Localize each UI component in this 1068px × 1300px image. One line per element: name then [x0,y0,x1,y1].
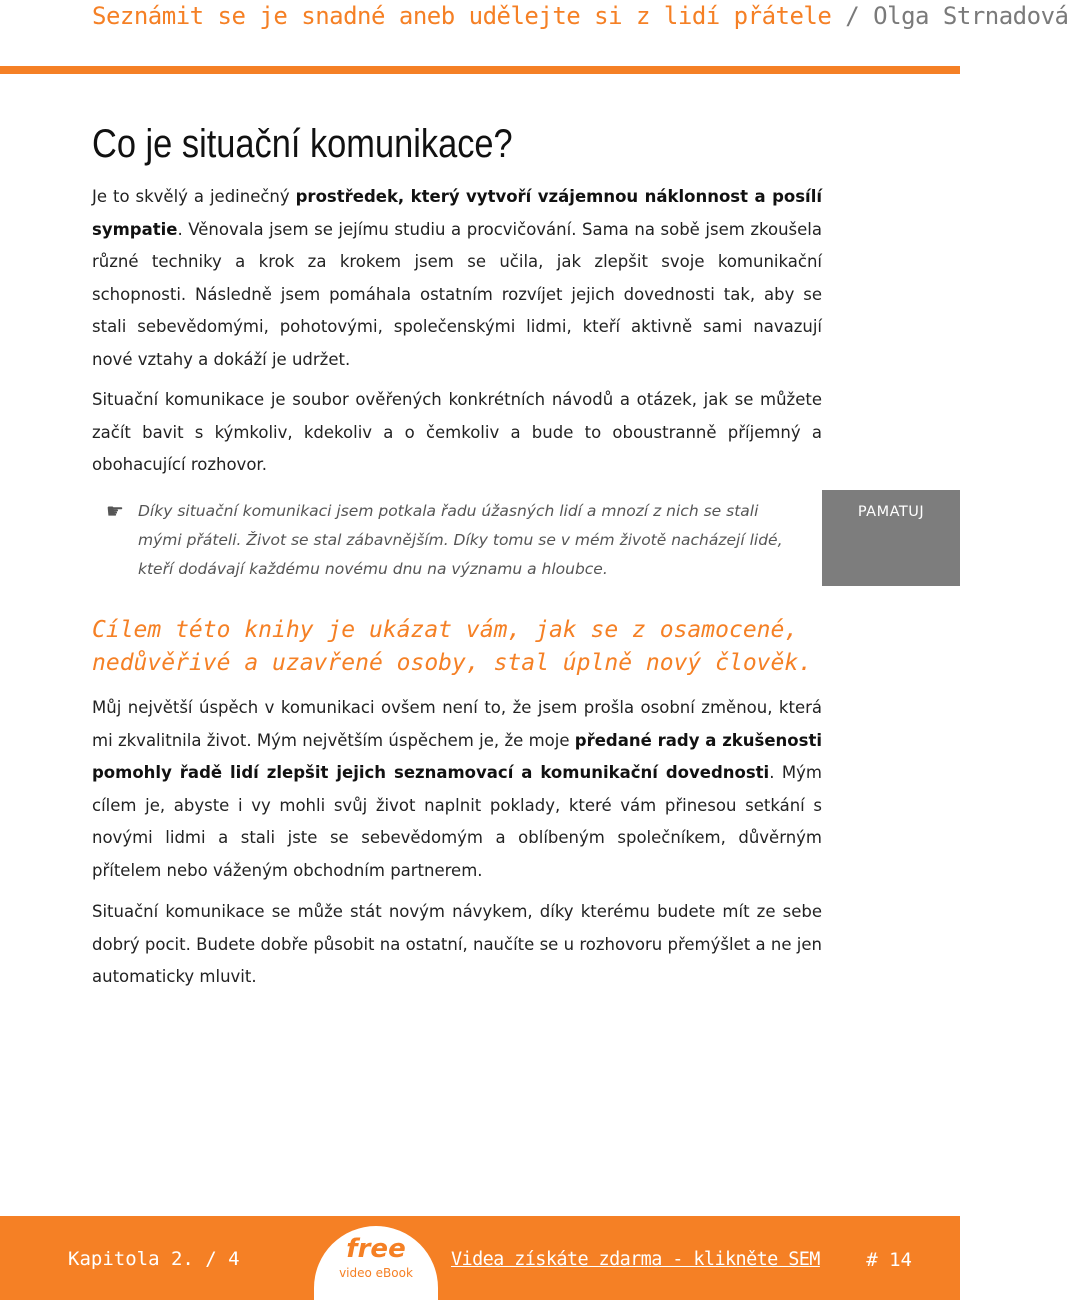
pointing-hand-icon: ☛ [106,499,124,523]
paragraph-emphasis: předané rady a zkušenosti pomohly řadě lidí zlepšit jejich seznamovací a komunikační dovednosti [92,730,822,783]
paragraph-text: Je to skvělý a jedinečný [92,187,296,206]
paragraph-habit: Situační komunikace se může stát novým návykem, díky kterému budete mít ze sebe dobrý pocit. Budete dobře působit na ostatní, naučíte se u rozhovoru přemýšlet a ne jen automaticky mluvit. [92,902,822,987]
page-header [92,0,1068,32]
remember-box [822,490,960,586]
paragraph-text: . Mým cílem je, abyste i vy mohli svůj život naplnit poklady, které vám přinesou setkání s novými lidmi a stali jste se sebevědomým a oblíbeným společníkem, důvěrným přítelem nebo váženým obchodním partnerem. [92,763,822,880]
paragraph-intro [92,181,822,377]
header-rule [0,66,960,74]
paragraph-emphasis: prostředek, který vytvoří vzájemnou náklonnost a posílí sympatie [92,187,822,239]
chapter-indicator: Kapitola 2. / 4 [68,1248,240,1270]
logo-word-video-ebook: video eBook [339,1266,413,1280]
free-video-ebook-logo [314,1226,438,1300]
paragraph-definition: Situační komunikace je soubor ověřených konkrétních návodů a otázek, jak se můžete začít bavit s kýmkoliv, kdekoliv a o čemkoliv a bude to oboustranně příjemný a obohacující rozhovor. [92,390,822,475]
free-videos-link[interactable]: Videa získáte zdarma - klikněte SEM [451,1249,820,1270]
remember-label: PAMATUJ [857,504,925,520]
highlight-quote: Cílem této knihy je ukázat vám, jak se z osamocené, nedůvěřivé a uzavřené osoby, stal úplně nový člověk. [92,617,813,676]
side-note: Díky situační komunikaci jsem potkala řadu úžasných lidí a mnozí z nich se stali mými přáteli. Život se stal zábavnějším. Díky tomu se v mém životě nacházejí lidé, kteří dodávají každému novému dnu na významu a hloubce. [138,502,783,578]
book-title: Seznámit se je snadné aneb udělejte si z lidí přátele [92,2,832,30]
page-number: # 14 [866,1249,912,1271]
page-footer [0,1216,960,1300]
paragraph-success [92,692,822,888]
paragraph-text: . Věnovala jsem se jejímu studiu a procvičování. Sama na sobě jsem zkoušela různé techniky a krok za krokem jsem se učila, jak zlepšit svoje komunikační schopnosti. Následně jsem pomáhala ostatním rozvíjet jejich dovednosti tak, aby se stali sebevědomými, pohotovými, společenskými lidmi, kteří aktivně sami navazují nové vztahy a dokáží je udržet. [92,219,822,369]
header-separator: / [845,2,860,30]
page-title: Co je situační komunikace? [92,122,513,166]
logo-word-free: free [346,1234,406,1264]
paragraph-text: Můj největší úspěch v komunikaci ovšem není to, že jsem prošla osobní změnou, která mi zkvalitnila život. Mým největším úspěchem je, že moje [92,698,822,750]
author-name: Olga Strnadová [873,2,1068,30]
